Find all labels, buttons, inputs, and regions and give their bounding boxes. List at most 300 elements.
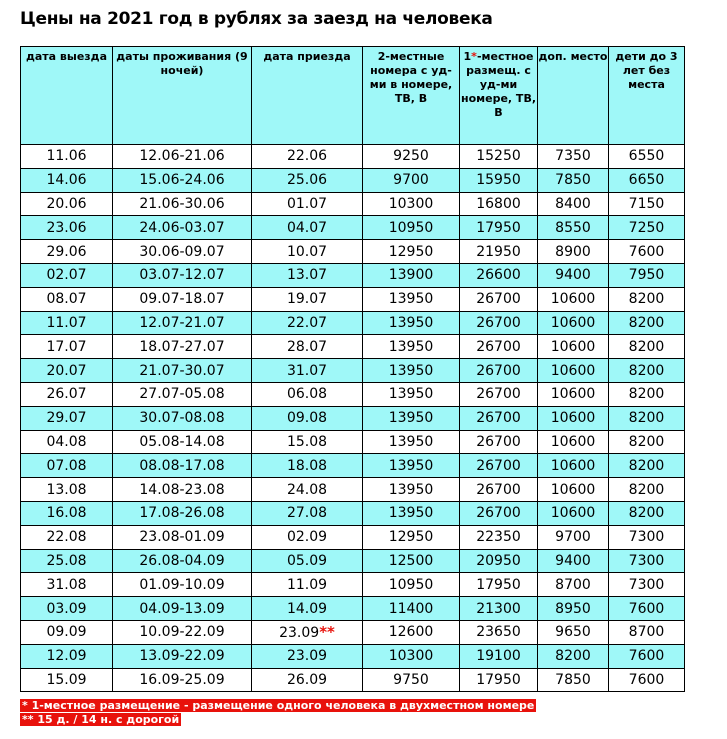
cell-arrival-date <box>252 311 363 335</box>
cell-double-room-price <box>363 573 460 597</box>
cell-value: 10600 <box>550 433 596 450</box>
cell-extra-bed-price <box>538 335 609 359</box>
cell-single-occupancy-price <box>460 168 538 192</box>
table-row <box>21 335 685 359</box>
cell-departure-date <box>21 216 113 240</box>
cell-children-price <box>609 454 685 478</box>
cell-extra-bed-price <box>538 597 609 621</box>
cell-children-price <box>609 192 685 216</box>
cell-value: 9700 <box>555 529 591 546</box>
cell-single-occupancy-price <box>460 359 538 383</box>
cell-value: 23650 <box>476 624 521 641</box>
cell-value: 13950 <box>388 386 434 403</box>
cell-value: 22.08 <box>46 529 87 546</box>
cell-departure-date <box>21 335 113 359</box>
table-row <box>21 359 685 383</box>
cell-extra-bed-price <box>538 359 609 383</box>
cell-stay-dates <box>113 525 252 549</box>
cell-value: 18.08 <box>286 457 328 474</box>
header-single-suffix: -местное размещ. с уд-ми номере, ТВ, В <box>460 50 537 119</box>
cell-value: 21950 <box>476 243 521 260</box>
cell-value: 12.09 <box>46 648 87 665</box>
cell-single-occupancy-price <box>460 620 538 644</box>
cell-value: 20.06 <box>46 195 87 212</box>
cell-value: 04.09-13.09 <box>139 600 225 617</box>
cell-value: 10600 <box>550 314 596 331</box>
cell-value: 08.08-17.08 <box>139 457 225 474</box>
cell-value: 25.06 <box>286 172 328 189</box>
cell-value: 21300 <box>476 600 521 617</box>
cell-value: 8900 <box>555 243 591 260</box>
cell-children-price <box>609 311 685 335</box>
cell-value: 17.07 <box>46 338 87 355</box>
cell-stay-dates <box>113 620 252 644</box>
cell-departure-date <box>21 454 113 478</box>
cell-value: 26700 <box>476 410 521 427</box>
cell-double-room-price <box>363 335 460 359</box>
cell-value: 27.07-05.08 <box>139 386 225 403</box>
cell-extra-bed-price <box>538 525 609 549</box>
cell-double-room-price <box>363 644 460 668</box>
cell-stay-dates <box>113 335 252 359</box>
cell-single-occupancy-price <box>460 382 538 406</box>
cell-value: 23.09 <box>286 648 328 665</box>
cell-value: 18.07-27.07 <box>139 338 225 355</box>
cell-value: 8200 <box>628 386 665 403</box>
cell-double-room-price <box>363 597 460 621</box>
cell-value: 16.09-25.09 <box>139 671 225 688</box>
cell-value: 10600 <box>550 386 596 403</box>
cell-double-room-price <box>363 263 460 287</box>
cell-value: 27.08 <box>286 505 328 522</box>
cell-extra-bed-price <box>538 549 609 573</box>
cell-double-room-price <box>363 430 460 454</box>
cell-extra-bed-price <box>538 668 609 692</box>
cell-children-price <box>609 430 685 454</box>
cell-value: 26700 <box>476 457 521 474</box>
table-row <box>21 454 685 478</box>
header-row <box>21 47 685 145</box>
table-row <box>21 192 685 216</box>
cell-value: 7150 <box>628 195 665 212</box>
table-row <box>21 287 685 311</box>
cell-children-price <box>609 263 685 287</box>
cell-extra-bed-price <box>538 406 609 430</box>
cell-arrival-date <box>252 192 363 216</box>
table-row <box>21 549 685 573</box>
cell-arrival-date <box>252 359 363 383</box>
cell-extra-bed-price <box>538 478 609 502</box>
cell-single-occupancy-price <box>460 644 538 668</box>
table-row <box>21 145 685 169</box>
cell-single-occupancy-price <box>460 454 538 478</box>
cell-extra-bed-price <box>538 454 609 478</box>
cell-value: 15250 <box>476 148 521 165</box>
cell-departure-date <box>21 501 113 525</box>
cell-value: 23.09 <box>279 624 320 641</box>
cell-arrival-date <box>252 549 363 573</box>
cell-double-room-price <box>363 168 460 192</box>
cell-value: 15.08 <box>286 433 328 450</box>
cell-value: 10600 <box>550 457 596 474</box>
cell-stay-dates <box>113 430 252 454</box>
cell-children-price <box>609 620 685 644</box>
cell-value: 9700 <box>393 172 429 189</box>
cell-value: 8200 <box>628 433 665 450</box>
table-row <box>21 478 685 502</box>
cell-departure-date <box>21 620 113 644</box>
cell-value: 26700 <box>476 291 521 308</box>
cell-value: 10300 <box>388 648 434 665</box>
cell-value: 13950 <box>388 362 434 379</box>
cell-double-room-price <box>363 192 460 216</box>
cell-value: 12950 <box>388 243 434 260</box>
cell-arrival-date <box>252 263 363 287</box>
cell-value: 6550 <box>628 148 665 165</box>
cell-children-price <box>609 382 685 406</box>
table-row <box>21 668 685 692</box>
cell-double-room-price <box>363 287 460 311</box>
cell-departure-date <box>21 597 113 621</box>
table-row <box>21 644 685 668</box>
cell-value: 02.07 <box>46 267 87 284</box>
cell-arrival-date <box>252 525 363 549</box>
cell-arrival-date <box>252 620 363 644</box>
cell-single-occupancy-price <box>460 668 538 692</box>
cell-value: 7850 <box>555 671 591 688</box>
cell-value: 7850 <box>555 172 591 189</box>
cell-children-price <box>609 549 685 573</box>
cell-value: 26700 <box>476 433 521 450</box>
cell-arrival-date <box>252 430 363 454</box>
cell-value: 7350 <box>555 148 591 165</box>
cell-value: 26.07 <box>46 386 87 403</box>
cell-extra-bed-price <box>538 216 609 240</box>
cell-extra-bed-price <box>538 430 609 454</box>
cell-stay-dates <box>113 263 252 287</box>
cell-arrival-date <box>252 335 363 359</box>
cell-departure-date <box>21 359 113 383</box>
cell-value: 17.08-26.08 <box>139 505 225 522</box>
cell-stay-dates <box>113 406 252 430</box>
header-single-occupancy <box>460 47 538 145</box>
cell-value: 01.09-10.09 <box>139 576 225 593</box>
cell-stay-dates <box>113 668 252 692</box>
cell-value: 22.07 <box>286 314 328 331</box>
cell-value: 9400 <box>555 267 591 284</box>
cell-value: 11.07 <box>46 314 87 331</box>
cell-single-occupancy-price <box>460 406 538 430</box>
cell-children-price <box>609 240 685 264</box>
cell-extra-bed-price <box>538 145 609 169</box>
table-row <box>21 501 685 525</box>
cell-value: 17950 <box>476 671 521 688</box>
cell-arrival-date <box>252 501 363 525</box>
cell-value: 10600 <box>550 505 596 522</box>
cell-value: 26700 <box>476 338 521 355</box>
cell-stay-dates <box>113 644 252 668</box>
cell-value: 9650 <box>555 624 591 641</box>
cell-value: 20.07 <box>46 362 87 379</box>
table-row <box>21 311 685 335</box>
cell-value: 8950 <box>555 600 591 617</box>
cell-value: 11.06 <box>46 148 87 165</box>
cell-value: 15.06-24.06 <box>139 172 225 189</box>
cell-value: 13950 <box>388 338 434 355</box>
cell-children-price <box>609 668 685 692</box>
cell-departure-date <box>21 168 113 192</box>
cell-value: 13950 <box>388 457 434 474</box>
cell-children-price <box>609 287 685 311</box>
cell-arrival-date <box>252 406 363 430</box>
cell-stay-dates <box>113 501 252 525</box>
cell-value: 09.08 <box>286 410 328 427</box>
cell-value: 8200 <box>628 291 665 308</box>
cell-value: 13950 <box>388 433 434 450</box>
table-row <box>21 430 685 454</box>
cell-value: 10950 <box>388 576 434 593</box>
cell-stay-dates <box>113 311 252 335</box>
table-row <box>21 597 685 621</box>
cell-extra-bed-price <box>538 501 609 525</box>
cell-arrival-date <box>252 668 363 692</box>
cell-value: 19.07 <box>286 291 328 308</box>
cell-value: 8400 <box>555 195 591 212</box>
cell-value: 12500 <box>388 552 434 569</box>
cell-value: 12.07-21.07 <box>139 314 225 331</box>
cell-double-room-price <box>363 145 460 169</box>
cell-stay-dates <box>113 359 252 383</box>
cell-stay-dates <box>113 192 252 216</box>
cell-departure-date <box>21 549 113 573</box>
cell-single-occupancy-price <box>460 597 538 621</box>
cell-children-price <box>609 145 685 169</box>
cell-value: 26700 <box>476 481 521 498</box>
cell-extra-bed-price <box>538 263 609 287</box>
cell-value: 7600 <box>628 648 665 665</box>
cell-departure-date <box>21 430 113 454</box>
cell-stay-dates <box>113 454 252 478</box>
cell-value: 8200 <box>628 505 665 522</box>
cell-value: 04.08 <box>46 433 87 450</box>
cell-arrival-date <box>252 168 363 192</box>
cell-value: 21.06-30.06 <box>139 195 225 212</box>
cell-extra-bed-price <box>538 287 609 311</box>
cell-departure-date <box>21 263 113 287</box>
cell-children-price <box>609 335 685 359</box>
cell-value: 30.06-09.07 <box>139 243 225 260</box>
cell-stay-dates <box>113 573 252 597</box>
cell-value: 05.09 <box>286 552 328 569</box>
cell-value: 13950 <box>388 481 434 498</box>
cell-double-room-price <box>363 216 460 240</box>
cell-value: 17950 <box>476 219 521 236</box>
cell-stay-dates <box>113 287 252 311</box>
cell-value: 13950 <box>388 410 434 427</box>
cell-value: 26.09 <box>286 671 328 688</box>
header-single-star: * <box>471 50 477 63</box>
cell-value: 9750 <box>393 671 429 688</box>
cell-value: 8550 <box>555 219 591 236</box>
header-children: дети до 3 лет без места <box>609 47 685 145</box>
cell-stay-dates <box>113 597 252 621</box>
cell-value: 8700 <box>628 624 665 641</box>
cell-single-occupancy-price <box>460 240 538 264</box>
cell-departure-date <box>21 406 113 430</box>
cell-value: 14.08-23.08 <box>139 481 225 498</box>
cell-value: 24.08 <box>286 481 328 498</box>
cell-stay-dates <box>113 382 252 406</box>
cell-double-room-price <box>363 501 460 525</box>
cell-value: 25.08 <box>46 552 87 569</box>
footnote-single-occupancy: * 1-местное размещение - размещение одного человека в двухместном номере <box>22 699 535 712</box>
cell-single-occupancy-price <box>460 573 538 597</box>
cell-value: 7600 <box>628 600 665 617</box>
cell-children-price <box>609 597 685 621</box>
cell-value: 12950 <box>388 529 434 546</box>
cell-children-price <box>609 525 685 549</box>
cell-stay-dates <box>113 478 252 502</box>
header-stay-dates: даты проживания (9 ночей) <box>113 47 252 145</box>
cell-extra-bed-price <box>538 168 609 192</box>
cell-value: 8200 <box>628 314 665 331</box>
cell-value: 24.06-03.07 <box>139 219 225 236</box>
table-row <box>21 573 685 597</box>
cell-double-room-price <box>363 668 460 692</box>
header-arrival-date: дата приезда <box>252 47 363 145</box>
cell-single-occupancy-price <box>460 478 538 502</box>
cell-value: 10600 <box>550 410 596 427</box>
cell-departure-date <box>21 311 113 335</box>
cell-value: 12600 <box>388 624 434 641</box>
cell-arrival-date <box>252 145 363 169</box>
cell-value: 07.08 <box>46 457 87 474</box>
cell-double-room-price <box>363 620 460 644</box>
cell-value: 7300 <box>628 576 665 593</box>
cell-value: 7300 <box>628 552 665 569</box>
cell-single-occupancy-price <box>460 263 538 287</box>
cell-value: 11.09 <box>286 576 328 593</box>
cell-value: 16.08 <box>46 505 87 522</box>
cell-stay-dates <box>113 549 252 573</box>
cell-extra-bed-price <box>538 192 609 216</box>
price-table <box>20 46 685 692</box>
cell-value: 8700 <box>555 576 591 593</box>
cell-value: 10.09-22.09 <box>139 624 225 641</box>
cell-double-room-price <box>363 240 460 264</box>
cell-single-occupancy-price <box>460 311 538 335</box>
cell-single-occupancy-price <box>460 549 538 573</box>
cell-value: 8200 <box>628 410 665 427</box>
cell-single-occupancy-price <box>460 145 538 169</box>
cell-value: 06.08 <box>286 386 328 403</box>
table-row <box>21 406 685 430</box>
cell-extra-bed-price <box>538 311 609 335</box>
cell-value: 29.07 <box>46 410 87 427</box>
cell-value: 8200 <box>628 457 665 474</box>
cell-value: 7300 <box>628 529 665 546</box>
cell-value: 20950 <box>476 552 521 569</box>
table-body <box>21 145 685 692</box>
cell-double-room-price <box>363 454 460 478</box>
cell-value: 8200 <box>628 362 665 379</box>
cell-stay-dates <box>113 216 252 240</box>
cell-value: 8200 <box>555 648 591 665</box>
cell-value: 10600 <box>550 362 596 379</box>
cell-value: 15950 <box>476 172 521 189</box>
footnote-duration: ** 15 д. / 14 н. с дорогой <box>22 713 180 726</box>
cell-value: 13950 <box>388 291 434 308</box>
cell-value: 13900 <box>388 267 434 284</box>
cell-departure-date <box>21 287 113 311</box>
table-row <box>21 620 685 644</box>
cell-value: 09.07-18.07 <box>139 291 225 308</box>
cell-value: 11400 <box>388 600 434 617</box>
table-row <box>21 240 685 264</box>
cell-arrival-date <box>252 287 363 311</box>
cell-value: 02.09 <box>286 529 328 546</box>
cell-double-room-price <box>363 311 460 335</box>
cell-children-price <box>609 644 685 668</box>
cell-extra-bed-price <box>538 382 609 406</box>
cell-arrival-date <box>252 644 363 668</box>
cell-children-price <box>609 406 685 430</box>
cell-value: 7600 <box>628 243 665 260</box>
cell-arrival-date <box>252 454 363 478</box>
cell-value: 7950 <box>628 267 665 284</box>
cell-value: 26700 <box>476 314 521 331</box>
cell-departure-date <box>21 573 113 597</box>
cell-arrival-date <box>252 382 363 406</box>
cell-value: 08.07 <box>46 291 87 308</box>
cell-value: 29.06 <box>46 243 87 260</box>
cell-value: 15.09 <box>46 671 87 688</box>
cell-value: 23.06 <box>46 219 87 236</box>
cell-value: 09.09 <box>46 624 87 641</box>
table-row <box>21 216 685 240</box>
header-single-prefix: 1 <box>463 50 472 63</box>
cell-departure-date <box>21 668 113 692</box>
cell-stay-dates <box>113 240 252 264</box>
cell-value: 13.08 <box>46 481 87 498</box>
cell-extra-bed-price <box>538 240 609 264</box>
cell-double-room-price <box>363 525 460 549</box>
cell-stay-dates <box>113 145 252 169</box>
cell-departure-date <box>21 382 113 406</box>
cell-children-price <box>609 359 685 383</box>
header-extra-bed: доп. место <box>538 47 609 145</box>
header-double-room: 2-местные номера с уд-ми в номере, ТВ, В <box>363 47 460 145</box>
table-row <box>21 168 685 192</box>
cell-children-price <box>609 573 685 597</box>
cell-departure-date <box>21 145 113 169</box>
cell-arrival-date <box>252 216 363 240</box>
table-row <box>21 263 685 287</box>
cell-value: 8200 <box>628 338 665 355</box>
cell-value: 10300 <box>388 195 434 212</box>
cell-children-price <box>609 168 685 192</box>
cell-value: 19100 <box>476 648 521 665</box>
cell-value: 26700 <box>476 386 521 403</box>
cell-value: 26700 <box>476 362 521 379</box>
cell-extra-bed-price <box>538 644 609 668</box>
cell-value: 03.07-12.07 <box>139 267 225 284</box>
cell-stay-dates <box>113 168 252 192</box>
cell-arrival-date <box>252 240 363 264</box>
cell-value: 22.06 <box>286 148 328 165</box>
cell-value: 13.07 <box>286 267 328 284</box>
cell-value: 13.09-22.09 <box>139 648 225 665</box>
